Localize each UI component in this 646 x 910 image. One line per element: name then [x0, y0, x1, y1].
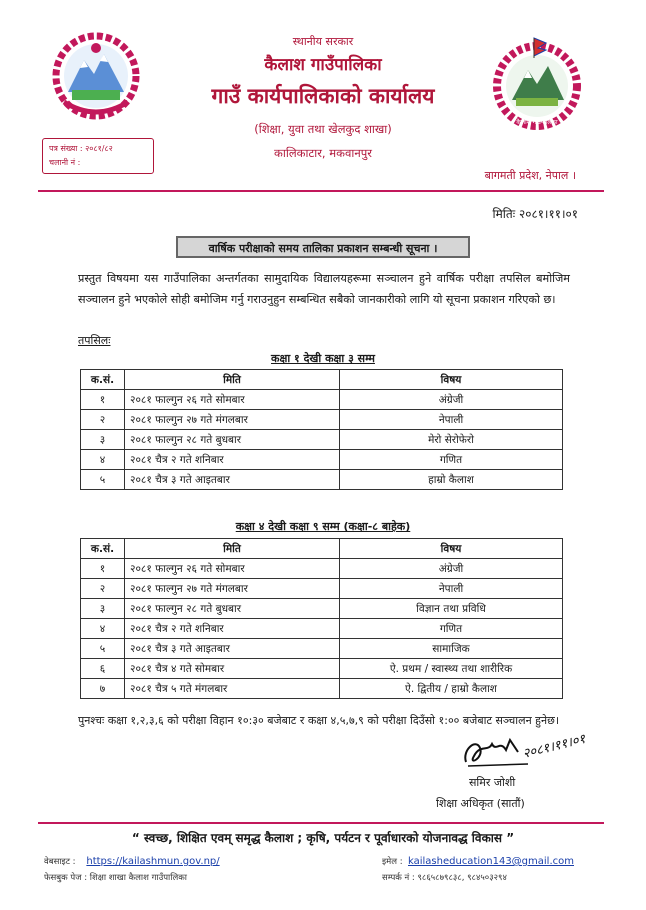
cell-subject: हाम्रो कैलाश [340, 470, 563, 490]
cell-subject: गणित [340, 619, 563, 639]
cell-date: २०८१ फाल्गुन २८ गते बुधबार [125, 430, 340, 450]
reference-box [42, 138, 154, 174]
cell-sn: ३ [81, 430, 125, 450]
website-row [44, 856, 220, 867]
cell-date: २०८१ चैत्र २ गते शनिबार [125, 619, 340, 639]
header-sn: क.सं. [81, 539, 125, 559]
cell-sn: ६ [81, 659, 125, 679]
notice-body: प्रस्तुत विषयमा यस गाउँपालिका अन्तर्गतका सामुदायिक विद्यालयहरूमा सञ्चालन हुने वार्षिक परीक्षा तपसिल बमोजिम सञ्चालन हुने भएकोले सोही बमोजिम गर्नु गराउनुहुन सम्बन्धित सबैको जानकारीको लागि यो सूचना प्रकाशन गरिएको छ। [78, 272, 570, 306]
schedule-table-grade-1-3 [80, 369, 563, 490]
cell-date: २०८१ फाल्गुन २७ गते मंगलबार [125, 410, 340, 430]
header-subject: विषय [340, 539, 563, 559]
table-row [81, 639, 563, 659]
table-row [81, 450, 563, 470]
table-row [81, 430, 563, 450]
logo-caption: कैलाश गाउँपालिका [516, 119, 558, 126]
table1-title: कक्षा १ देखी कक्षा ३ सम्म [271, 352, 375, 365]
cell-sn: १ [81, 559, 125, 579]
cell-subject: विज्ञान तथा प्रविधि [340, 599, 563, 619]
header-divider [38, 190, 604, 192]
office-address: कालिकाटार, मकवानपुर [274, 146, 372, 160]
cell-subject: अंग्रेजी [340, 559, 563, 579]
office-name: गाउँ कार्यपालिकाको कार्यालय [211, 84, 435, 108]
cell-sn: ५ [81, 639, 125, 659]
footer-slogan: “ स्वच्छ, शिक्षित एवम् समृद्ध कैलाश ; कृषि, पर्यटन र पूर्वाधारको योजनावद्ध विकास ” [131, 831, 515, 845]
website-link[interactable]: https://kailashmun.gov.np/ [86, 856, 220, 867]
header-sn: क.सं. [81, 370, 125, 390]
cell-subject: सामाजिक [340, 639, 563, 659]
signature-icon [458, 722, 618, 778]
table-row [81, 599, 563, 619]
header-date: मिति [125, 370, 340, 390]
table2-title: कक्षा ४ देखी कक्षा ९ सम्म (कक्षा-८ बाहेक) [235, 520, 411, 533]
table-row [81, 390, 563, 410]
cell-date: २०८१ चैत्र ३ गते आइतबार [125, 639, 340, 659]
cell-subject: नेपाली [340, 410, 563, 430]
cell-sn: ७ [81, 679, 125, 699]
signatory-name: समिर जोशी [469, 776, 516, 789]
details-label: तपसिलः [78, 334, 111, 347]
postscript-note: पुनश्चः कक्षा १,२,३,६ को परीक्षा विहान १०:३० बजेबाट र कक्षा ४,५,७,९ को परीक्षा दिउँसो १:०० बजेबाट सञ्चालन हुनेछ। [78, 714, 560, 727]
header-date: मिति [125, 539, 340, 559]
cell-subject: गणित [340, 450, 563, 470]
cell-date: २०८१ चैत्र २ गते शनिबार [125, 450, 340, 470]
cell-sn: ४ [81, 450, 125, 470]
table-row [81, 579, 563, 599]
signature-date: २०८१।११।०१ [521, 731, 588, 762]
cell-date: २०८१ फाल्गुन २७ गते मंगलबार [125, 579, 340, 599]
table-row [81, 410, 563, 430]
cell-date: २०८१ चैत्र ५ गते मंगलबार [125, 679, 340, 699]
signatory-post: शिक्षा अधिकृत (सातौं) [436, 797, 525, 810]
province: बागमती प्रदेश, नेपाल । [484, 169, 576, 182]
cell-sn: १ [81, 390, 125, 410]
schedule-table-grade-4-9 [80, 538, 563, 699]
header-subject: विषय [340, 370, 563, 390]
footer-divider [38, 822, 604, 824]
cell-sn: २ [81, 579, 125, 599]
cell-date: २०८१ फाल्गुन २८ गते बुधबार [125, 599, 340, 619]
cell-sn: ३ [81, 599, 125, 619]
contact-number: सम्पर्क नं : ९८६५८७९८३८, ९८४५०३२९४ [382, 873, 507, 883]
cell-subject: मेरो सेरोफेरो [340, 430, 563, 450]
cell-date: २०८१ चैत्र ३ गते आइतबार [125, 470, 340, 490]
municipality-name: कैलाश गाउँपालिका [264, 55, 382, 75]
table-row [81, 679, 563, 699]
facebook-page: फेसबुक पेज : शिक्षा शाखा कैलाश गाउँपालिका [44, 873, 187, 883]
section-name: (शिक्षा, युवा तथा खेलकुद शाखा) [254, 122, 392, 136]
cell-subject: नेपाली [340, 579, 563, 599]
email-row [382, 856, 574, 867]
table-row [81, 619, 563, 639]
cell-date: २०८१ फाल्गुन २६ गते सोमबार [125, 390, 340, 410]
table-header-row [81, 539, 563, 559]
cell-subject: अंग्रेजी [340, 390, 563, 410]
notice-date: मितिः २०८१।११।०१ [492, 207, 578, 221]
cell-sn: २ [81, 410, 125, 430]
email-label: इमेल : [382, 857, 403, 867]
cell-sn: ४ [81, 619, 125, 639]
table-row [81, 659, 563, 679]
cell-sn: ५ [81, 470, 125, 490]
cell-subject: ऐ. प्रथम / स्वास्थ्य तथा शारीरिक [340, 659, 563, 679]
cell-subject: ऐ. द्वितीय / हाम्रो कैलाश [340, 679, 563, 699]
website-label: वेबसाइट : [44, 857, 76, 867]
email-link[interactable]: kailasheducation143@gmail.com [408, 856, 574, 867]
table-row [81, 470, 563, 490]
reference-number: पत्र संख्या : २०८१/८२ [49, 144, 113, 153]
cell-date: २०८१ फाल्गुन २६ गते सोमबार [125, 559, 340, 579]
table-row [81, 559, 563, 579]
header-line-1: स्थानीय सरकार [292, 35, 354, 48]
dispatch-number: चलानी नं : [49, 158, 81, 167]
cell-date: २०८१ चैत्र ४ गते सोमबार [125, 659, 340, 679]
table-header-row [81, 370, 563, 390]
notice-title: वार्षिक परीक्षाको समय तालिका प्रकाशन सम्बन्धी सूचना । [176, 236, 470, 258]
